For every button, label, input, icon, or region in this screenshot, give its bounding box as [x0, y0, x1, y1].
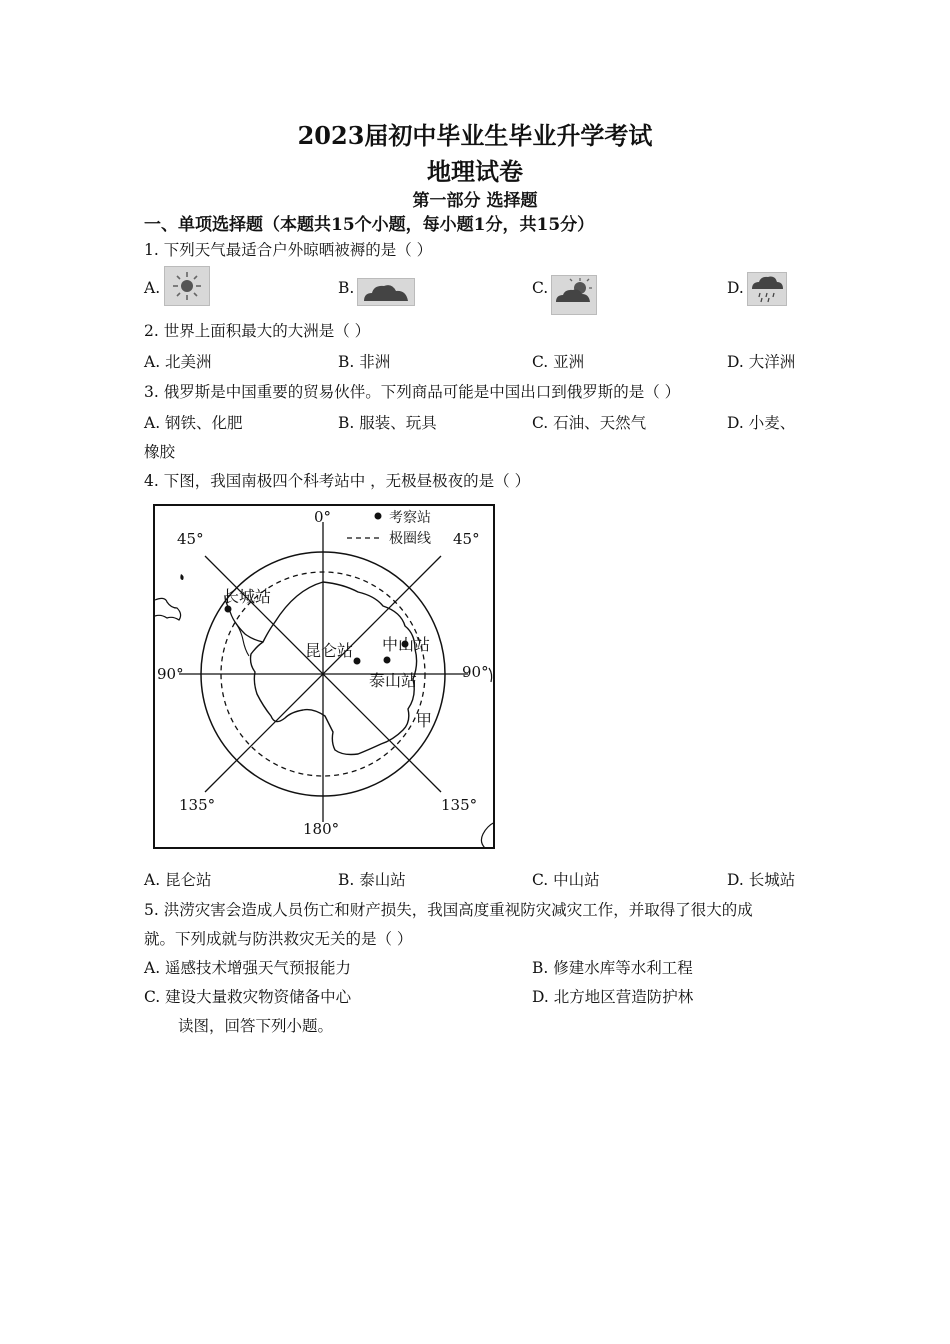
part-heading: 第一部分 选择题: [412, 191, 538, 211]
label-taishan: 泰山站: [369, 671, 418, 690]
question-3-stem: 3. 俄罗斯是中国重要的贸易伙伴。下列商品可能是中国出口到俄罗斯的是（ ）: [144, 383, 681, 401]
sun-behind-cloud-icon: [551, 275, 597, 315]
q5-option-d: D. 北方地区营造防护林: [532, 988, 694, 1006]
q5-option-b: B. 修建水库等水利工程: [532, 959, 693, 977]
q3-option-b: B. 服装、玩具: [338, 414, 437, 432]
map-deg-90-left: 90°: [157, 665, 184, 683]
map-deg-45-right: 45°: [453, 530, 480, 548]
map-deg-135-left: 135°: [179, 796, 216, 814]
q2-option-a: A. 北美洲: [144, 353, 212, 371]
q4-option-b: B. 泰山站: [338, 871, 406, 889]
legend-circle-label: 极圈线: [389, 531, 431, 547]
exam-subtitle: 地理试卷: [427, 157, 523, 186]
question-5-stem-line1: 5. 洪涝灾害会造成人员伤亡和财产损失，我国高度重视防灾减灾工作，并取得了很大的成: [144, 901, 753, 919]
label-changcheng: 长城站: [223, 587, 272, 606]
q2-option-c: C. 亚洲: [532, 353, 585, 371]
map-deg-45-left: 45°: [177, 530, 204, 548]
legend-station-label: 考察站: [389, 510, 431, 526]
q3-option-a: A. 钢铁、化肥: [144, 414, 243, 432]
rain-icon: [747, 272, 787, 306]
overcast-icon: [357, 278, 415, 306]
question-1-stem: 1. 下列天气最适合户外晾晒被褥的是（ ）: [144, 241, 433, 259]
sunny-icon: [164, 266, 210, 306]
q1-option-d-label: D.: [727, 279, 744, 297]
q4-option-c: C. 中山站: [532, 871, 600, 889]
map-deg-135-right: 135°: [441, 796, 478, 814]
q5-option-c: C. 建设大量救灾物资储备中心: [144, 988, 352, 1006]
q1-option-c-label: C.: [532, 279, 549, 297]
q4-option-d: D. 长城站: [727, 871, 796, 889]
exam-title: 2023届初中毕业生毕业升学考试: [297, 121, 653, 150]
question-5-stem-line2: 就。下列成就与防洪救灾无关的是（ ）: [144, 930, 413, 948]
q3-option-d-continued: 橡胶: [144, 443, 176, 461]
reading-instruction: 读图，回答下列小题。: [178, 1017, 334, 1035]
q1-option-a-label: A.: [144, 279, 161, 297]
q2-option-d: D. 大洋洲: [727, 353, 796, 371]
q5-option-a: A. 遥感技术增强天气预报能力: [144, 959, 352, 977]
q3-option-c: C. 石油、天然气: [532, 414, 647, 432]
q2-option-b: B. 非洲: [338, 353, 391, 371]
label-zhongshan: 中山站: [382, 635, 431, 654]
question-4-stem: 4. 下图，我国南极四个科考站中 ，无极昼极夜的是（ ）: [144, 472, 531, 490]
map-deg-0: 0°: [314, 508, 332, 526]
q4-option-a: A. 昆仑站: [144, 871, 212, 889]
section-heading: 一、单项选择题（本题共15个小题，每小题1分，共15分）: [144, 215, 595, 235]
label-kunlun: 昆仑站: [305, 641, 354, 660]
label-jia: 甲: [416, 711, 433, 730]
question-2-stem: 2. 世界上面积最大的大洲是（ ）: [144, 322, 371, 340]
q3-option-d: D. 小麦、: [727, 414, 796, 432]
map-deg-180: 180°: [303, 820, 340, 838]
antarctica-map: [153, 504, 495, 849]
q1-option-b-label: B.: [338, 279, 355, 297]
map-deg-90-right: 90°: [462, 663, 489, 681]
